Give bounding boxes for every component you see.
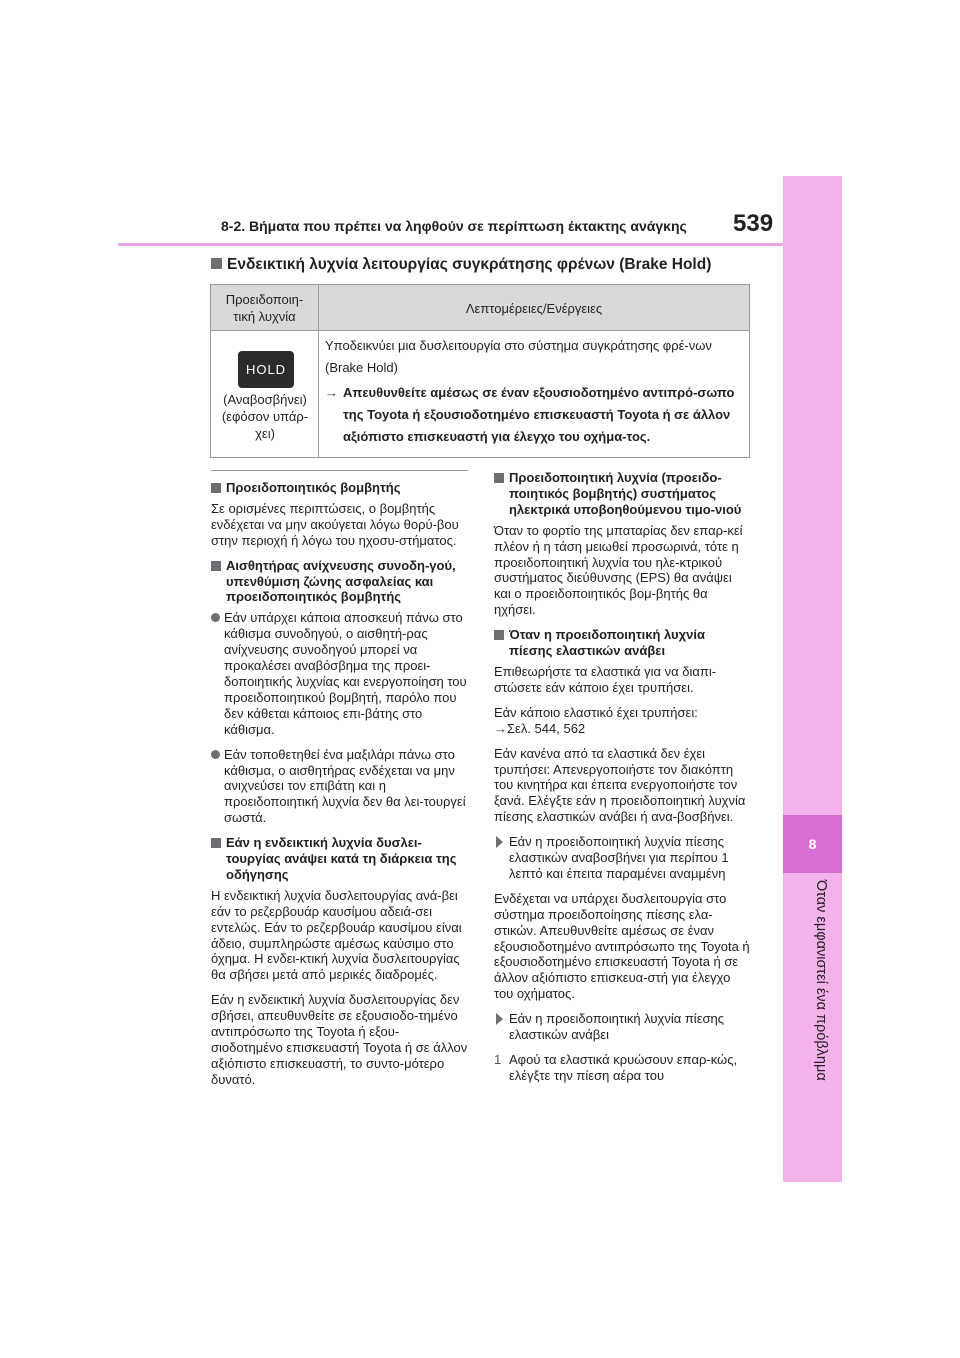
paragraph: Ενδέχεται να υπάρχει δυσλειτουργία στο σύστημα προειδοποίησης πίεσης ελα-στικών. Απευθυνθείτε αμέσως σε έναν εξουσιοδοτημένο αντιπρόσωπο της Toyota ή εξουσιοδοτημένο επισκευαστή Toyota ή σε άλλον αξιόπιστο επισκευα-στή για έλεγχο του οχήματος. — [494, 890, 750, 1002]
subsection-title — [211, 480, 468, 496]
square-bullet-icon — [211, 483, 221, 493]
chapter-number: 8 — [808, 836, 817, 852]
condition-text: Εάν η προειδοποιητική λυχνία πίεσης ελαστικών αναβοσβήνει για περίπου 1 λεπτό και έπειτα παραμένει αναμμένη — [509, 834, 729, 881]
subsection-title — [494, 470, 751, 518]
warning-light-table — [210, 284, 750, 458]
square-bullet-icon — [211, 561, 221, 571]
list-item-text: Εάν τοποθετηθεί ένα μαξιλάρι πάνω στο κάθισμα, ο αισθητήρας ενδέχεται να μην ανιχνεύσει τον επιβάτη και η προειδοποιητική λυχνία δεν θα λει-τουργεί σωστά. — [224, 746, 466, 826]
triangle-bullet-icon — [496, 1013, 503, 1025]
page-number: 539 — [733, 210, 774, 237]
page-reference-text: Σελ. 544, 562 — [507, 720, 586, 736]
circle-bullet-icon — [211, 750, 220, 759]
table-header-warning-light: Προειδοποιη-τική λυχνία — [211, 285, 319, 331]
table-cell-light — [211, 331, 319, 457]
condition-text: Εάν η προειδοποιητική λυχνία πίεσης ελαστικών ανάβει — [509, 1011, 725, 1043]
light-action — [325, 382, 741, 448]
running-header: 8-2. Βήματα που πρέπει να ληφθούν σε περίπτωση έκτακτης ανάγκης — [221, 218, 687, 234]
table-header-row — [211, 285, 749, 331]
subsection-title — [494, 627, 751, 659]
step-number: 1 — [494, 1052, 502, 1067]
paragraph — [494, 705, 751, 737]
brake-hold-indicator-icon — [238, 351, 294, 388]
step-text: Αφού τα ελαστικά κρυώσουν επαρ-κώς, ελέγξτε την πίεση αέρα του — [509, 1052, 738, 1083]
paragraph: Εάν κανένα από τα ελαστικά δεν έχει τρυπήσει: Απενεργοποιήστε τον διακόπτη του κινητήρα και έπειτα ενεργοποιήστε τον ξανά. Ελέγξτε εάν η προειδοποιητική λυχνία πίεσης ελαστικών ανάβει ή ανα-βοσβήνει. — [494, 745, 746, 825]
list-item — [211, 610, 468, 737]
section-title-text: Ενδεικτική λυχνία λειτουργίας συγκράτησης φρένων (Brake Hold) — [227, 256, 712, 273]
circle-bullet-icon — [211, 613, 220, 622]
step-item — [494, 1052, 751, 1084]
section-title — [211, 256, 711, 274]
chapter-number-box — [783, 815, 842, 873]
paragraph: Σε ορισμένες περιπτώσεις, ο βομβητής ενδέχεται να μην ακούγεται λόγω θορύ-βου στην περιοχή ή λόγω του ηχοσυ-στήματος. — [211, 500, 459, 548]
subsection-title-text: Προειδοποιητικός βομβητής — [226, 480, 401, 495]
square-bullet-icon — [211, 258, 222, 269]
paragraph: Επιθεωρήστε τα ελαστικά για να διαπι-στώσετε εάν κάποιο έχει τρυπήσει. — [494, 663, 717, 695]
subsection-title-text: Εάν η ενδεικτική λυχνία δυσλει-τουργίας ανάψει κατά τη διάρκεια της οδήγησης — [226, 835, 457, 882]
left-column — [211, 470, 468, 1097]
paragraph-text: Εάν κάποιο ελαστικό έχει τρυπήσει: — [494, 704, 698, 720]
triangle-bullet-icon — [496, 836, 503, 848]
hold-badge-text: HOLD — [245, 362, 287, 377]
condition-item — [494, 1011, 751, 1043]
arrow-right-icon: → — [325, 385, 338, 400]
subsection-title-text: Αισθητήρας ανίχνευσης συνοδη-γού, υπενθύμιση ζώνης ασφαλείας και προειδοποιητικός βομβητής — [226, 557, 456, 605]
subsection-title — [211, 558, 468, 606]
page-reference — [494, 721, 751, 737]
table-header-details: Λεπτομέρειες/Ενέργειες — [465, 300, 603, 316]
square-bullet-icon — [494, 473, 504, 483]
list-item — [211, 747, 468, 827]
header-rule — [118, 243, 783, 246]
right-column — [494, 470, 751, 1093]
light-description: Υποδεικνύει μια δυσλειτουργία στο σύστημα συγκράτησης φρέ-νων (Brake Hold) — [325, 338, 712, 375]
light-action-text: Απευθυνθείτε αμέσως σε έναν εξουσιοδοτημένο αντιπρό-σωπο της Toyota ή εξουσιοδοτημένο επισκευαστή Toyota ή σε άλλον αξιόπιστο επισκευαστή για έλεγχο του οχήμα-τος. — [343, 385, 735, 444]
table-cell-details — [319, 331, 749, 457]
condition-item — [494, 834, 751, 882]
square-bullet-icon — [494, 630, 504, 640]
square-bullet-icon — [211, 838, 221, 848]
paragraph: Η ενδεικτική λυχνία δυσλειτουργίας ανά-βει εάν το ρεζερβουάρ καυσίμου αδειά-σει εντελώς. Εάν το ρεζερβουάρ καυσίμου είναι άδειο, συμπληρώστε αμέσως καύσιμο στο όχημα. Η ενδει-κτική λυχνία δυσλειτουργίας θα σβήσει μετά από μερικές διαδρομές. — [211, 887, 462, 983]
arrow-right-icon: → — [494, 720, 507, 736]
list-item-text: Εάν υπάρχει κάποια αποσκευή πάνω στο κάθισμα συνοδηγού, ο αισθητή-ρας ανίχνευσης συνοδηγού μπορεί να προκαλέσει αναβόσβημα της προει-δοποιητικής λυχνίας και ενεργοποίηση του προειδοποιητικού βομβητή, παρόλο που δεν κάθεται κάποιος επι-βάτης στο κάθισμα. — [224, 610, 467, 737]
light-status: (Αναβοσβήνει) (εφόσον υπάρ-χει) — [221, 392, 309, 441]
chapter-title: Όταν εμφανιστεί ένα πρόβλημα — [813, 880, 829, 1081]
paragraph: Εάν η ενδεικτική λυχνία δυσλειτουργίας δεν σβήσει, απευθυνθείτε σε εξουσιοδο-τημένο αντιπρόσωπο της Toyota ή εξου-σιοδοτημένο επισκευαστή Toyota ή σε άλλον αξιόπιστο επισκευαστή, το συντο-μότερο δυνατό. — [211, 992, 468, 1087]
subsection-title-text: Προειδοποιητική λυχνία (προειδο-ποιητικός βομβητής) συστήματος ηλεκτρικά υποβοηθούμενου τιμο-νιού — [509, 470, 742, 517]
subsection-title-text: Όταν η προειδοποιητική λυχνία πίεσης ελαστικών ανάβει — [509, 627, 705, 659]
subsection-title — [211, 835, 468, 883]
paragraph: Όταν το φορτίο της μπαταρίας δεν επαρ-κεί πλέον ή η τάση μειωθεί προσωρινά, τότε η προειδοποιητική λυχνία του ηλε-κτρικού συστήματος διεύθυνσης (EPS) θα ανάψει και ο προειδοποιητικός βομ-βητής θα ηχήσει. — [494, 522, 743, 618]
